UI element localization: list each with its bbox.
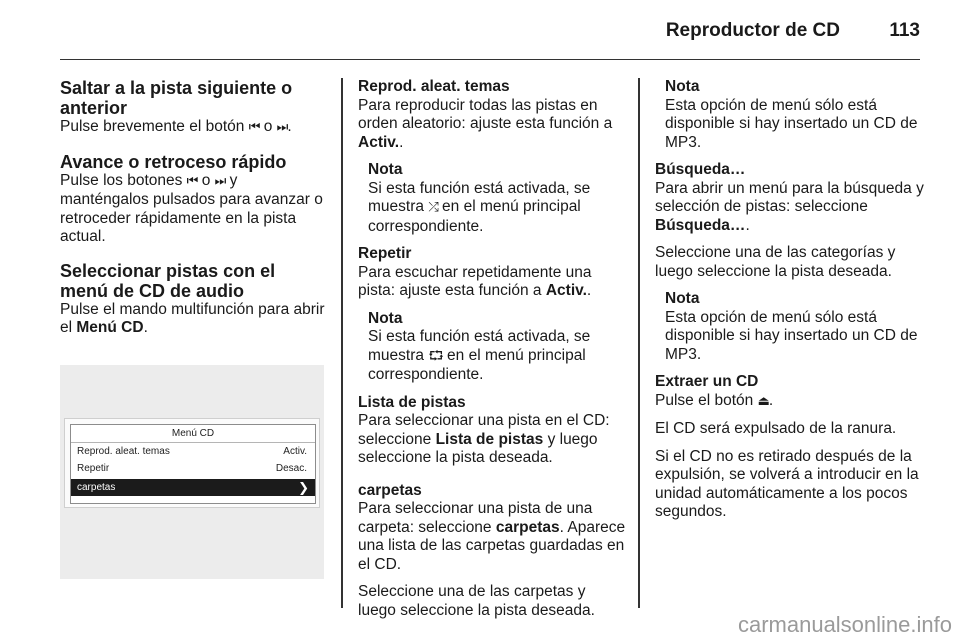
note-mp3: Nota Esta opción de menú sólo está disponible si hay insertado un CD de MP3. bbox=[665, 78, 918, 151]
heading-select-tracks: Seleccionar pistas con el menú de CD de audio bbox=[60, 260, 276, 301]
cd-menu-screen bbox=[70, 424, 316, 504]
column-middle bbox=[358, 78, 626, 629]
menu-row-shuffle: Reprod. aleat. temas Activ. bbox=[77, 446, 307, 457]
paragraph-ejected: El CD será expulsado de la ranura. bbox=[655, 420, 897, 437]
prev-track-icon: ⏮ bbox=[186, 173, 198, 189]
term-search: Búsqueda… bbox=[655, 161, 746, 178]
page-number: 113 bbox=[889, 20, 920, 41]
next-track-icon: ⏭ bbox=[276, 120, 288, 135]
chevron-right-icon: ❯ bbox=[298, 480, 309, 495]
paragraph-reinsert: Si el CD no es retirado después de la expulsión, se volverá a introducir en la unidad automáticamente a los pocos segundos. bbox=[655, 447, 919, 520]
section-track-list: Lista de pistas Para seleccionar una pista en el CD: seleccione Lista de pistas y luego seleccione la pista deseada. bbox=[358, 393, 610, 466]
heading-skip-track: Saltar a la pista siguiente o anterior bbox=[60, 78, 293, 118]
paragraph-select-tracks: Pulse el mando multifunción para abrir el Menú CD. bbox=[60, 300, 325, 336]
section-repeat: Repetir Para escuchar repetidamente una pista: ajuste esta función a Activ.. bbox=[358, 245, 592, 299]
column-divider bbox=[341, 78, 343, 608]
menu-row-folders: carpetas ❯ bbox=[71, 479, 315, 496]
eject-icon: ⏏ bbox=[757, 393, 769, 409]
menu-row-repeat: Repetir Desac. bbox=[77, 463, 307, 474]
term-repeat: Repetir bbox=[358, 245, 412, 262]
section-search: Búsqueda… Para abrir un menú para la búsqueda y selección de pistas: seleccione Búsqueda…. bbox=[655, 161, 924, 234]
section-shuffle: Reprod. aleat. temas Para reproducir todas las pistas en orden aleatorio: ajuste esta función a Activ.. bbox=[358, 78, 613, 151]
prev-track-icon: ⏮ bbox=[248, 120, 260, 135]
paragraph-skip-track: Pulse brevemente el botón ⏮ o ⏭. bbox=[60, 118, 292, 135]
column-divider bbox=[638, 78, 640, 608]
section-eject: Extraer un CD Pulse el botón ⏏. bbox=[655, 373, 774, 409]
note-mp3-search: Nota Esta opción de menú sólo está disponible si hay insertado un CD de MP3. bbox=[665, 290, 918, 363]
running-head bbox=[60, 0, 920, 60]
running-title: Reproductor de CD bbox=[665, 20, 840, 41]
cd-menu-photo bbox=[60, 365, 324, 579]
display-bezel bbox=[64, 418, 320, 508]
term-eject: Extraer un CD bbox=[655, 373, 759, 390]
term-shuffle: Reprod. aleat. temas bbox=[358, 78, 510, 95]
heading-fast-forward: Avance o retroceso rápido bbox=[60, 151, 287, 172]
cd-menu-title: Menú CD bbox=[71, 425, 315, 443]
paragraph-select-category: Seleccione una de las categorías y luego seleccione la pista deseada. bbox=[655, 244, 896, 280]
watermark: carmanualsonline.info bbox=[737, 612, 952, 637]
term-folders: carpetas bbox=[358, 481, 422, 499]
column-right bbox=[655, 78, 925, 531]
term-track-list: Lista de pistas bbox=[358, 393, 466, 411]
note-repeat: Nota Si esta función está activada, se muestra ⮔ en el menú principal correspondiente. bbox=[368, 309, 591, 383]
paragraph-fast-forward: Pulse los botones ⏮ o ⏭ y manténgalos pulsados para avanzar o retroceder rápidamente en la pista actual. bbox=[60, 171, 323, 245]
repeat-icon: ⮔ bbox=[428, 348, 443, 364]
paragraph-select-folder: Seleccione una de las carpetas y luego seleccione la pista deseada. bbox=[358, 583, 595, 619]
shuffle-icon: ⤮ bbox=[428, 200, 438, 215]
next-track-icon: ⏭ bbox=[214, 173, 226, 189]
column-left bbox=[60, 78, 326, 347]
note-shuffle: Nota Si esta función está activada, se muestra ⤮ en el menú principal correspondiente. bbox=[368, 161, 591, 235]
section-folders: carpetas Para seleccionar una pista de una carpeta: seleccione carpetas. Aparece una lista de las carpetas guardadas en el CD. bbox=[358, 481, 626, 573]
